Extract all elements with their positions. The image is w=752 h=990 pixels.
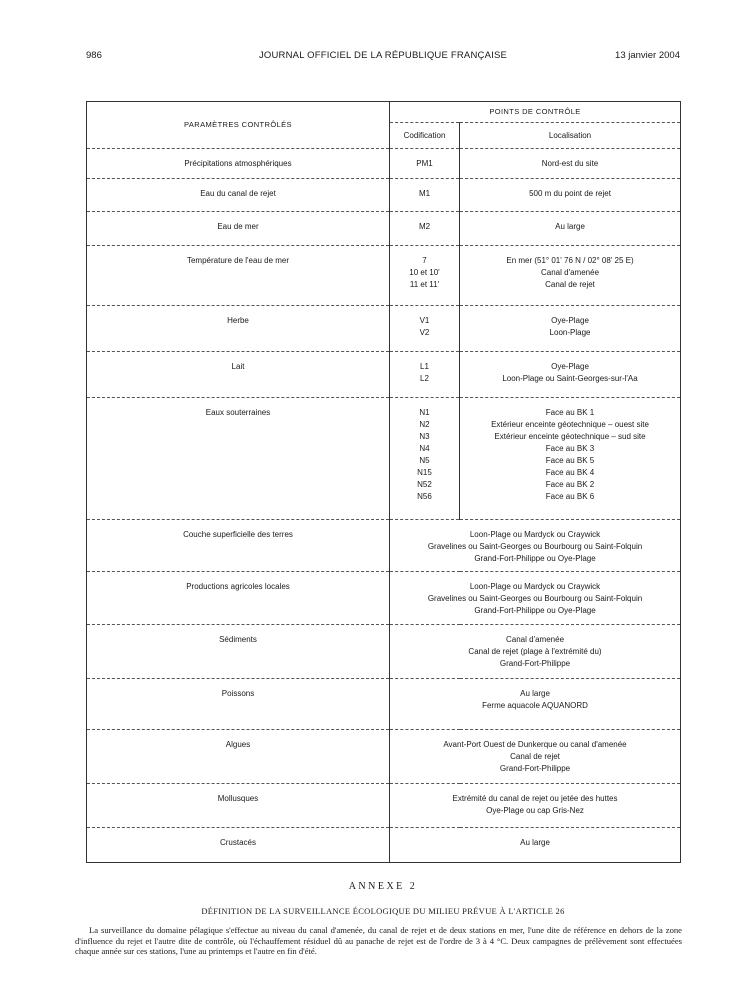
localisation-line: Face au BK 6 [545, 492, 595, 501]
merged-localisation [390, 784, 680, 817]
codification-line: L2 [420, 374, 429, 383]
param-label: Mollusques [217, 794, 259, 803]
merged-localisation [390, 730, 680, 775]
codification-line: 7 [422, 256, 427, 265]
codification-line: N1 [419, 408, 430, 417]
merged-localisation-line: Gravelines ou Saint-Georges ou Bourbourg ou Saint-Folquin [427, 542, 643, 551]
param-cell [87, 572, 390, 625]
table-row [87, 784, 681, 828]
codification-line: M2 [418, 222, 431, 231]
table-row [87, 212, 681, 246]
table-header-row [87, 102, 681, 123]
merged-localisation-line: Au large [520, 689, 550, 698]
journal-title: JOURNAL OFFICIEL DE LA RÉPUBLIQUE FRANÇAISE [258, 50, 508, 61]
codification [390, 149, 459, 170]
table-row [87, 625, 681, 679]
merged-localisation-line: Loon-Plage ou Mardyck ou Craywick [469, 530, 601, 539]
table-row [87, 520, 681, 572]
localisation-cell [460, 246, 681, 306]
codification-cell [390, 306, 460, 352]
param-cell [87, 352, 390, 398]
merged-localisation [390, 679, 680, 712]
param-label: Poissons [221, 689, 255, 698]
page-header [86, 50, 680, 66]
table-row [87, 572, 681, 625]
param-label: Eaux souterraines [205, 408, 271, 417]
table-row [87, 179, 681, 212]
codification-cell [390, 149, 460, 179]
merged-localisation-line: Gravelines ou Saint-Georges ou Bourbourg ou Saint-Folquin [427, 594, 643, 603]
table-row [87, 149, 681, 179]
merged-localisation-line: Ferme aquacole AQUANORD [482, 701, 588, 710]
annexe-subtitle: DÉFINITION DE LA SURVEILLANCE ÉCOLOGIQUE DU MILIEU PRÉVUE À L'ARTICLE 26 [201, 906, 565, 916]
param-cell [87, 625, 390, 679]
annexe-title: ANNEXE 2 [348, 881, 418, 892]
codification [390, 179, 459, 200]
codification [390, 306, 459, 339]
codification [390, 212, 459, 233]
localisation-line: Loon-Plage [549, 328, 591, 337]
localisation [460, 179, 680, 200]
merged-localisation-line: Grand-Fort-Philippe [499, 659, 571, 668]
param-cell [87, 784, 390, 828]
codification-line: L1 [420, 362, 429, 371]
merged-localisation-line: Canal d'amenée [506, 635, 565, 644]
param-label: Lait [231, 362, 245, 371]
param-label: Eau du canal de rejet [200, 189, 276, 198]
localisation [460, 306, 680, 339]
codification-line: N52 [417, 480, 432, 489]
merged-localisation-cell [390, 520, 681, 572]
param-cell [87, 398, 390, 520]
codification-cell [390, 352, 460, 398]
codification-line: N2 [419, 420, 430, 429]
param-cell [87, 306, 390, 352]
localisation [460, 149, 680, 170]
param-label: Précipitations atmosphériques [184, 159, 292, 168]
merged-localisation-cell [390, 679, 681, 730]
merged-localisation [390, 828, 680, 849]
header-parametres: PARAMÈTRES CONTRÔLÉS [87, 102, 390, 149]
table-row [87, 679, 681, 730]
localisation [460, 352, 680, 385]
localisation-line: Face au BK 4 [545, 468, 595, 477]
localisation-cell [460, 352, 681, 398]
localisation-line: Extérieur enceinte géotechnique – ouest site [491, 420, 649, 429]
codification-line: N15 [417, 468, 432, 477]
table-row [87, 246, 681, 306]
table-row [87, 306, 681, 352]
codification-line: PM1 [416, 159, 433, 168]
param-cell [87, 520, 390, 572]
localisation-cell [460, 179, 681, 212]
localisation-line: Extérieur enceinte géotechnique – sud site [494, 432, 646, 441]
codification [390, 246, 459, 291]
localisation-line: 500 m du point de rejet [529, 189, 611, 198]
codification [390, 398, 459, 503]
localisation-cell [460, 398, 681, 520]
table-row [87, 730, 681, 784]
localisation [460, 212, 680, 233]
param-cell [87, 679, 390, 730]
codification-line: 11 et 11' [409, 280, 440, 289]
localisation [460, 398, 680, 503]
param-cell [87, 828, 390, 863]
localisation-line: Canal de rejet [545, 280, 595, 289]
merged-localisation-line: Grand-Fort-Philippe [499, 764, 571, 773]
localisation-line: Face au BK 2 [545, 480, 595, 489]
codification-line: V1 [419, 316, 430, 325]
localisation-cell [460, 212, 681, 246]
annexe-paragraph: La surveillance du domaine pélagique s'effectue au niveau du canal d'amenée, du canal de rejet et de deux stations en mer, l'une dite de référence en dehors de la zone d'influence du rejet et l'autre dite de contrôle, où l'échauffement résiduel dû au panache de rejet est de l'ordre de 3 à 4 °C. Deux campagnes de prélèvement sont effectuées chaque année sur ces stations, l'une au printemps et l'autre en fin d'été. [75, 925, 682, 956]
codification-line: 10 et 10' [409, 268, 440, 277]
codification-line: N4 [419, 444, 430, 453]
param-cell [87, 212, 390, 246]
codification-line: V2 [419, 328, 430, 337]
param-cell [87, 730, 390, 784]
codification [390, 352, 459, 385]
merged-localisation-line: Grand-Fort-Philippe ou Oye-Plage [474, 554, 596, 563]
localisation-line: Face au BK 1 [545, 408, 595, 417]
codification-line: M1 [418, 189, 431, 198]
merged-localisation [390, 625, 680, 670]
merged-localisation-cell [390, 730, 681, 784]
localisation-line: Face au BK 5 [545, 456, 595, 465]
merged-localisation-line: Loon-Plage ou Mardyck ou Craywick [469, 582, 601, 591]
merged-localisation-line: Canal de rejet (plage à l'extrémité du) [468, 647, 602, 656]
merged-localisation-line: Grand-Fort-Philippe ou Oye-Plage [474, 606, 596, 615]
param-label: Crustacés [219, 838, 256, 847]
header-codification: Codification [390, 123, 460, 149]
merged-localisation-line: Avant-Port Ouest de Dunkerque ou canal d'amenée [443, 740, 627, 749]
merged-localisation-line: Extrémité du canal de rejet ou jetée des huttes [452, 794, 618, 803]
codification-cell [390, 179, 460, 212]
param-label: Algues [225, 740, 251, 749]
param-cell [87, 149, 390, 179]
codification-line: N5 [419, 456, 430, 465]
codification-cell [390, 212, 460, 246]
localisation-cell [460, 306, 681, 352]
control-points-table [86, 101, 681, 863]
localisation-line: Face au BK 3 [545, 444, 595, 453]
merged-localisation [390, 572, 680, 617]
param-label: Température de l'eau de mer [186, 256, 290, 265]
header-localisation: Localisation [460, 123, 681, 149]
table-row [87, 398, 681, 520]
param-cell [87, 179, 390, 212]
localisation-line: Oye-Plage [551, 316, 589, 325]
header-points: POINTS DE CONTRÔLE [390, 102, 681, 123]
localisation-cell [460, 149, 681, 179]
localisation [460, 246, 680, 291]
codification-cell [390, 246, 460, 306]
param-cell [87, 246, 390, 306]
merged-localisation-line: Au large [520, 838, 550, 847]
control-points-table-body [87, 102, 681, 863]
param-label: Sédiments [219, 635, 257, 644]
param-label: Couche superficielle des terres [183, 530, 293, 539]
param-label: Productions agricoles locales [186, 582, 290, 591]
codification-cell [390, 398, 460, 520]
table-row [87, 828, 681, 863]
merged-localisation-line: Canal de rejet [510, 752, 560, 761]
localisation-line: Canal d'amenée [541, 268, 600, 277]
localisation-line: En mer (51° 01' 76 N / 02° 08' 25 E) [506, 256, 634, 265]
codification-line: N56 [417, 492, 432, 501]
page-number: 986 [86, 50, 102, 61]
localisation-line: Au large [555, 222, 585, 231]
merged-localisation-cell [390, 784, 681, 828]
merged-localisation-cell [390, 572, 681, 625]
merged-localisation-cell [390, 828, 681, 863]
merged-localisation-line: Oye-Plage ou cap Gris-Nez [486, 806, 584, 815]
table-row [87, 352, 681, 398]
publication-date: 13 janvier 2004 [615, 50, 680, 61]
codification-line: N3 [419, 432, 430, 441]
localisation-line: Oye-Plage [551, 362, 589, 371]
localisation-line: Nord-est du site [541, 159, 599, 168]
param-label: Herbe [227, 316, 249, 325]
localisation-line: Loon-Plage ou Saint-Georges-sur-l'Aa [502, 374, 638, 383]
param-label: Eau de mer [217, 222, 259, 231]
merged-localisation-cell [390, 625, 681, 679]
merged-localisation [390, 520, 680, 565]
